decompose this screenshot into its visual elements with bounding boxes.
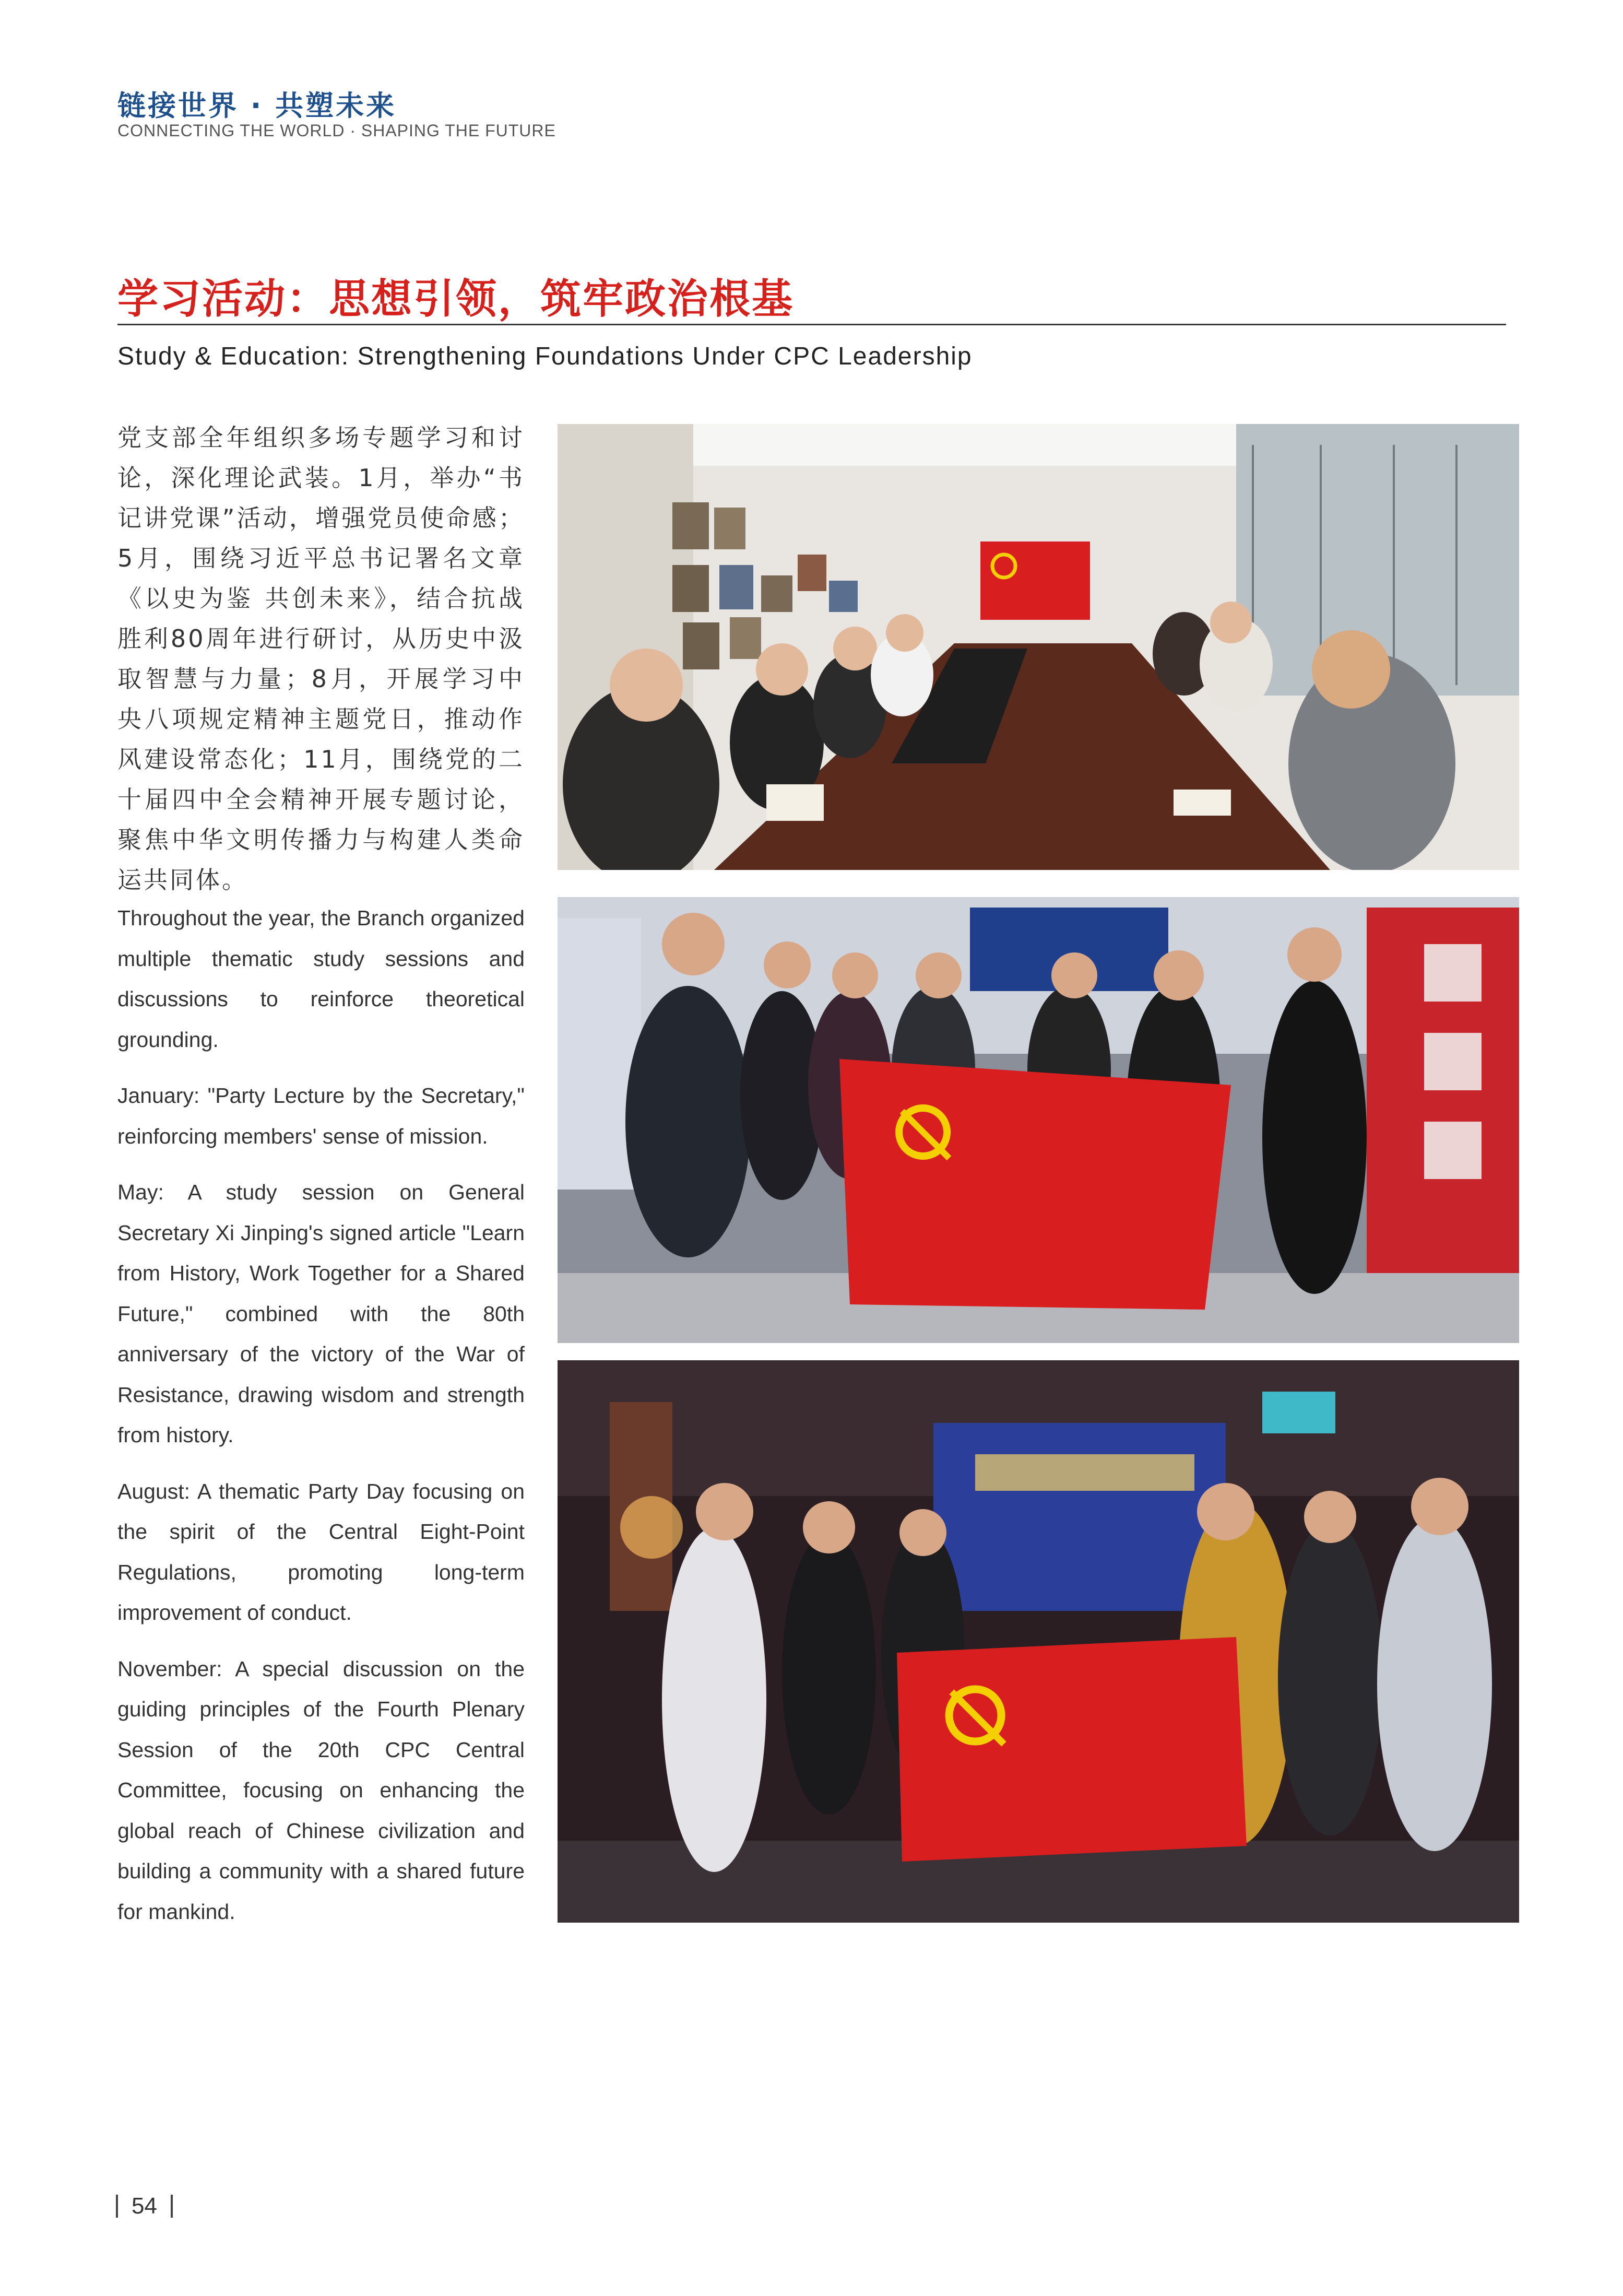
- body-en-paragraph-intro: Throughout the year, the Branch organized multiple thematic study sessions and discussions to reinforce theoretical grounding.: [117, 906, 525, 1052]
- header-title-en: CONNECTING THE WORLD · SHAPING THE FUTURE: [117, 121, 556, 140]
- photo-group-flag-2: [558, 1360, 1519, 1923]
- body-text-cn: 党支部全年组织多场专题学习和讨论，深化理论武装。1月，举办“书记讲党课”活动，增强党员使命感；5月，围绕习近平总书记署名文章《以史为鉴 共创未来》，结合抗战胜利80周年进行研讨，从历史中汲取智慧与力量；8月，开展学习中央八项规定精神主题党日，推动作风建设常态化；11月，围绕党的二十届四中全会精神开展专题讨论，聚焦中华文明传播力与构建人类命运共同体。: [117, 423, 525, 894]
- page-footer: [116, 2193, 173, 2219]
- body-en-paragraph-january: January: "Party Lecture by the Secretary," reinforcing members' sense of mission.: [117, 1084, 525, 1148]
- section-title-en: Study & Education: Strengthening Foundations Under CPC Leadership: [117, 343, 973, 370]
- photo-meeting-room: [558, 424, 1519, 870]
- body-en-paragraph-may: May: A study session on General Secretary Xi Jinping's signed article "Learn from History, Work Together for a Shared Future," combined with the 80th anniversary of the victory of the War of Resistance, drawing wisdom and strength from history.: [117, 1180, 525, 1447]
- section-title-cn: 学习活动：思想引领，筑牢政治根基: [117, 276, 795, 323]
- body-en-paragraph-november: November: A special discussion on the guiding principles of the Fourth Plenary Session of the 20th CPC Central Committee, focusing on enhancing the global reach of Chinese civilization and building a community with a shared future for mankind.: [117, 1656, 525, 1924]
- body-en-paragraph-august: August: A thematic Party Day focusing on the spirit of the Central Eight-Point Regulations, promoting long-term improvement of conduct.: [117, 1479, 525, 1624]
- photo-group-flag-1: [558, 897, 1519, 1343]
- footer-bar-right: [171, 2195, 173, 2218]
- footer-bar-left: [116, 2195, 118, 2218]
- title-divider: [117, 324, 1506, 325]
- page-number: 54: [132, 2193, 157, 2219]
- body-text-en: [117, 898, 525, 1948]
- header-title-cn: 链接世界 · 共塑未来: [117, 89, 397, 122]
